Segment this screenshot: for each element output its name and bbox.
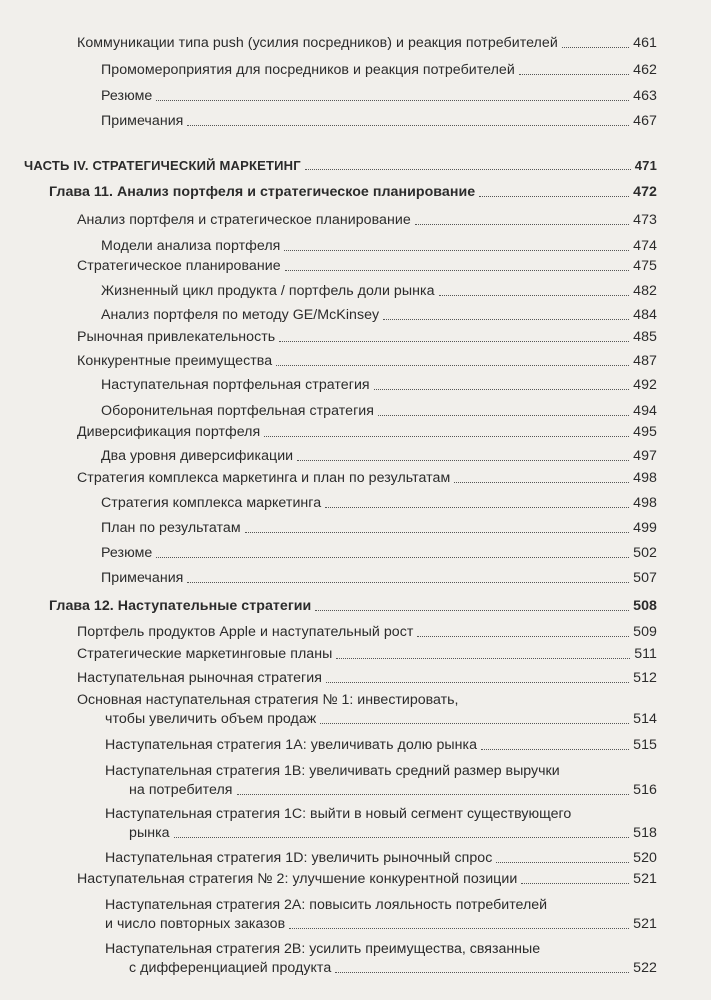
toc-entry bbox=[101, 62, 657, 79]
dot-leader bbox=[237, 794, 630, 795]
toc-page-number: 463 bbox=[633, 88, 657, 104]
toc-entry bbox=[105, 916, 657, 933]
toc-page-number: 474 bbox=[633, 238, 657, 254]
toc-entry-continuation: на потребителя bbox=[129, 782, 233, 798]
toc-entry bbox=[101, 113, 657, 130]
toc-entry-title: Примечания bbox=[101, 570, 184, 586]
toc-entry-title: Резюме bbox=[101, 88, 153, 104]
toc-entry-title: Рыночная привлекательность bbox=[77, 329, 276, 345]
toc-entry bbox=[77, 212, 657, 229]
toc-entry bbox=[101, 570, 657, 587]
toc-page-number: 472 bbox=[633, 184, 657, 200]
toc-entry bbox=[77, 871, 657, 888]
toc-entry-title: Коммуникации типа push (усилия посредников) и реакция потребителей bbox=[77, 35, 558, 51]
toc-entry-title: Наступательная рыночная стратегия bbox=[77, 670, 322, 686]
toc-page-number: 495 bbox=[633, 424, 657, 440]
dot-leader bbox=[315, 610, 629, 611]
toc-page-number: 518 bbox=[633, 825, 657, 841]
dot-leader bbox=[378, 415, 629, 416]
dot-leader bbox=[245, 532, 630, 533]
toc-entry bbox=[129, 960, 657, 977]
toc-entry bbox=[105, 850, 657, 867]
toc-page-number: 497 bbox=[633, 448, 657, 464]
toc-entry-title: Глава 12. Наступательные стратегии bbox=[49, 598, 312, 614]
dot-leader bbox=[156, 557, 629, 558]
toc-entry-title: ЧАСТЬ IV. СТРАТЕГИЧЕСКИЙ МАРКЕТИНГ bbox=[24, 158, 301, 173]
dot-leader bbox=[417, 636, 629, 637]
dot-leader bbox=[187, 125, 629, 126]
toc-page-number: 482 bbox=[633, 283, 657, 299]
toc-page-number: 514 bbox=[633, 711, 657, 727]
toc-entry-title: Модели анализа портфеля bbox=[101, 238, 281, 254]
toc-entry-title: Глава 11. Анализ портфеля и стратегическое планирование bbox=[49, 184, 476, 200]
toc-entry bbox=[129, 782, 657, 799]
toc-page-number: 521 bbox=[633, 916, 657, 932]
toc-page-number: 461 bbox=[633, 35, 657, 51]
toc-page-number: 512 bbox=[633, 670, 657, 686]
toc-page-number: 475 bbox=[633, 258, 657, 274]
dot-leader bbox=[519, 74, 629, 75]
toc-entry-title: Наступательная стратегия 1А: увеличивать долю рынка bbox=[105, 737, 478, 753]
toc-page-number: 520 bbox=[633, 850, 657, 866]
toc-entry-title: Примечания bbox=[101, 113, 184, 129]
dot-leader bbox=[521, 883, 629, 884]
toc-entry-title: Резюме bbox=[101, 545, 153, 561]
toc-entry-title: Конкурентные преимущества bbox=[77, 353, 273, 369]
toc-page-number: 522 bbox=[633, 960, 657, 976]
dot-leader bbox=[305, 169, 631, 170]
toc-entry-title: Стратегия комплекса маркетинга и план по результатам bbox=[77, 470, 451, 486]
toc-entry bbox=[77, 35, 657, 52]
dot-leader bbox=[562, 47, 629, 48]
toc-page-number: 498 bbox=[633, 470, 657, 486]
toc-entry bbox=[77, 424, 657, 441]
toc-page-number: 511 bbox=[634, 646, 657, 662]
toc-page-number: 485 bbox=[633, 329, 657, 345]
toc-entry-title: Наступательная стратегия 1С: выйти в новый сегмент существующего bbox=[105, 806, 572, 822]
toc-entry-title: Оборонительная портфельная стратегия bbox=[101, 403, 375, 419]
toc-entry-title: Основная наступательная стратегия № 1: инвестировать, bbox=[77, 692, 459, 708]
toc-page-number: 494 bbox=[633, 403, 657, 419]
toc-entry bbox=[105, 737, 657, 754]
toc-entry bbox=[77, 258, 657, 275]
dot-leader bbox=[284, 250, 629, 251]
dot-leader bbox=[335, 972, 629, 973]
dot-leader bbox=[383, 319, 629, 320]
toc-entry-title: Стратегическое планирование bbox=[77, 258, 281, 274]
toc-entry-title: Наступательная стратегия 1D: увеличить рыночный спрос bbox=[105, 850, 493, 866]
toc-chapter-heading bbox=[49, 184, 657, 201]
toc-entry bbox=[101, 377, 657, 394]
toc-entry bbox=[101, 403, 657, 420]
toc-page-number: 473 bbox=[633, 212, 657, 228]
toc-entry bbox=[77, 624, 657, 641]
toc-entry bbox=[77, 353, 657, 370]
toc-page-number: 492 bbox=[633, 377, 657, 393]
dot-leader bbox=[374, 389, 630, 390]
toc-page-number: 509 bbox=[633, 624, 657, 640]
toc-entry-title: Наступательная стратегия 1В: увеличивать средний размер выручки bbox=[105, 763, 560, 779]
toc-page-number: 507 bbox=[633, 570, 657, 586]
toc-page-number: 521 bbox=[633, 871, 657, 887]
dot-leader bbox=[415, 224, 629, 225]
toc-entry-title: Стратегические маркетинговые планы bbox=[77, 646, 333, 662]
toc-entry-title: Наступательная стратегия 2А: повысить лояльность потребителей bbox=[105, 897, 548, 913]
dot-leader bbox=[336, 658, 630, 659]
dot-leader bbox=[320, 723, 629, 724]
dot-leader bbox=[264, 436, 629, 437]
toc-entry-continuation: и число повторных заказов bbox=[105, 916, 286, 932]
toc-entry bbox=[101, 283, 657, 300]
dot-leader bbox=[276, 365, 629, 366]
toc-entry bbox=[77, 470, 657, 487]
toc-entry-title: Портфель продуктов Apple и наступательный рост bbox=[77, 624, 414, 640]
toc-entry-title: План по результатам bbox=[101, 520, 241, 536]
dot-leader bbox=[325, 507, 629, 508]
toc-part-heading bbox=[24, 157, 657, 174]
toc-entry-title: Жизненный цикл продукта / портфель доли рынка bbox=[101, 283, 435, 299]
toc-entry bbox=[77, 646, 657, 663]
toc-page-number: 515 bbox=[633, 737, 657, 753]
toc-entry bbox=[105, 711, 657, 728]
dot-leader bbox=[454, 482, 629, 483]
toc-entry bbox=[101, 307, 657, 324]
toc-entry-continuation: рынка bbox=[129, 825, 170, 841]
dot-leader bbox=[496, 862, 629, 863]
dot-leader bbox=[481, 749, 629, 750]
toc-page-number: 508 bbox=[633, 598, 657, 614]
toc-page-number: 462 bbox=[633, 62, 657, 78]
dot-leader bbox=[326, 682, 629, 683]
toc-entry-title: Два уровня диверсификации bbox=[101, 448, 294, 464]
toc-page-number: 467 bbox=[633, 113, 657, 129]
toc-page-number: 502 bbox=[633, 545, 657, 561]
toc-page-number: 487 bbox=[633, 353, 657, 369]
toc-entry bbox=[77, 670, 657, 687]
toc-page-number: 499 bbox=[633, 520, 657, 536]
toc-page-number: 516 bbox=[633, 782, 657, 798]
toc-page-number: 484 bbox=[633, 307, 657, 323]
toc-entry-title: Анализ портфеля по методу GE/McKinsey bbox=[101, 307, 380, 323]
toc-entry bbox=[101, 495, 657, 512]
dot-leader bbox=[156, 100, 629, 101]
dot-leader bbox=[439, 295, 630, 296]
dot-leader bbox=[187, 582, 629, 583]
toc-entry-title: Диверсификация портфеля bbox=[77, 424, 261, 440]
toc-entry bbox=[101, 448, 657, 465]
toc-entry bbox=[101, 238, 657, 255]
toc-entry bbox=[77, 329, 657, 346]
toc-entry bbox=[101, 520, 657, 537]
toc-entry bbox=[129, 825, 657, 842]
toc-entry bbox=[101, 545, 657, 562]
dot-leader bbox=[174, 837, 630, 838]
dot-leader bbox=[297, 460, 629, 461]
toc-page-number: 471 bbox=[634, 158, 657, 173]
toc-entry-continuation: с дифференциацией продукта bbox=[129, 960, 332, 976]
toc-chapter-heading bbox=[49, 598, 657, 615]
toc-entry-title: Промомероприятия для посредников и реакция потребителей bbox=[101, 62, 515, 78]
dot-leader bbox=[285, 270, 630, 271]
toc-page-number: 498 bbox=[633, 495, 657, 511]
toc-entry-title: Стратегия комплекса маркетинга bbox=[101, 495, 322, 511]
toc-entry-title: Наступательная стратегия 2В: усилить преимущества, связанные bbox=[105, 941, 541, 957]
toc-entry bbox=[101, 88, 657, 105]
dot-leader bbox=[479, 196, 629, 197]
toc-entry-title: Анализ портфеля и стратегическое планирование bbox=[77, 212, 411, 228]
toc-entry-title: Наступательная стратегия № 2: улучшение конкурентной позиции bbox=[77, 871, 518, 887]
dot-leader bbox=[279, 341, 629, 342]
toc-entry-continuation: чтобы увеличить объем продаж bbox=[105, 711, 317, 727]
dot-leader bbox=[289, 928, 629, 929]
toc-entry-title: Наступательная портфельная стратегия bbox=[101, 377, 370, 393]
